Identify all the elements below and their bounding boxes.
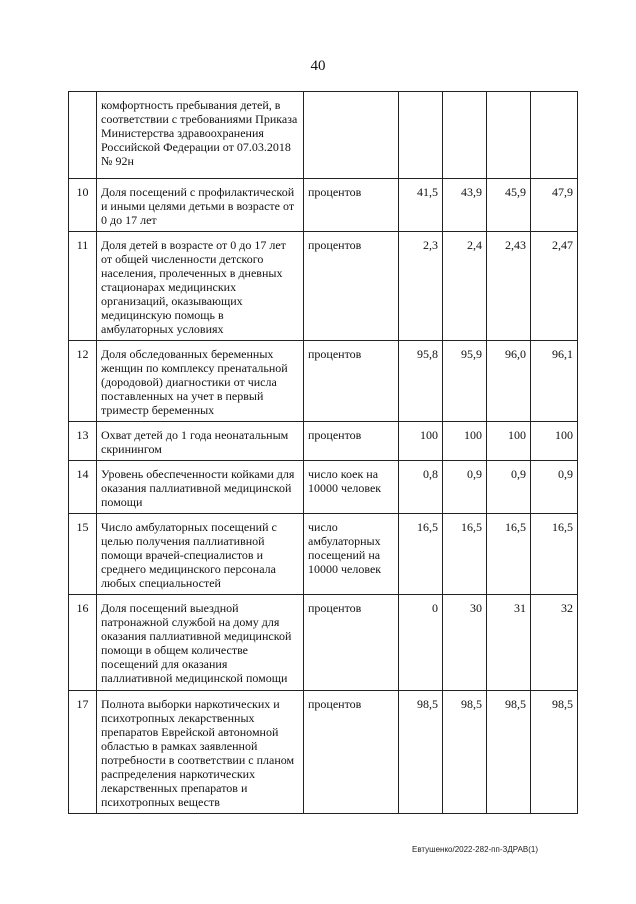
unit-of-measure: число коек на 10000 человек	[304, 461, 399, 514]
table-row	[69, 179, 578, 232]
unit-of-measure: процентов	[304, 422, 399, 461]
unit-of-measure: число амбулаторных посещений на 10000 человек	[304, 514, 399, 595]
row-number: 10	[69, 179, 97, 232]
unit-of-measure: процентов	[304, 595, 399, 691]
value-year-1: 98,5	[399, 691, 443, 814]
indicator-name: Число амбулаторных посещений с целью получения паллиативной помощи врачей-специалистов и среднего медицинского персонала любых специальностей	[97, 514, 304, 595]
unit-of-measure: процентов	[304, 341, 399, 422]
value-year-1: 16,5	[399, 514, 443, 595]
value-year-3: 96,0	[487, 341, 531, 422]
value-year-3: 98,5	[487, 691, 531, 814]
value-year-2: 98,5	[443, 691, 487, 814]
value-year-1	[399, 92, 443, 179]
value-year-1: 100	[399, 422, 443, 461]
value-year-2: 43,9	[443, 179, 487, 232]
indicator-name: Доля посещений выездной патронажной службой на дому для оказания паллиативной медицинской помощи в общем количестве посещений для оказания паллиативной медицинской помощи	[97, 595, 304, 691]
value-year-4: 98,5	[531, 691, 578, 814]
value-year-4: 100	[531, 422, 578, 461]
value-year-1: 2,3	[399, 232, 443, 341]
value-year-4	[531, 92, 578, 179]
row-number: 11	[69, 232, 97, 341]
value-year-1: 0	[399, 595, 443, 691]
table-row	[69, 341, 578, 422]
value-year-1: 0,8	[399, 461, 443, 514]
value-year-2: 16,5	[443, 514, 487, 595]
value-year-4: 96,1	[531, 341, 578, 422]
value-year-4: 16,5	[531, 514, 578, 595]
row-number: 14	[69, 461, 97, 514]
value-year-3: 45,9	[487, 179, 531, 232]
value-year-3	[487, 92, 531, 179]
value-year-2	[443, 92, 487, 179]
table-row	[69, 232, 578, 341]
row-number: 12	[69, 341, 97, 422]
value-year-1: 95,8	[399, 341, 443, 422]
indicator-name: Доля обследованных беременных женщин по комплексу пренатальной (дородовой) диагностики от числа поставленных на учет в первый триместр беременных	[97, 341, 304, 422]
value-year-3: 100	[487, 422, 531, 461]
page-number: 40	[310, 58, 326, 74]
value-year-2: 0,9	[443, 461, 487, 514]
value-year-1: 41,5	[399, 179, 443, 232]
row-number: 15	[69, 514, 97, 595]
value-year-2: 95,9	[443, 341, 487, 422]
indicator-name: Доля детей в возрасте от 0 до 17 лет от общей численности детского населения, пролеченных в дневных стационарах медицинских организаций, оказывающих медицинскую помощь в амбулаторных условиях	[97, 232, 304, 341]
value-year-3: 0,9	[487, 461, 531, 514]
indicator-name: Уровень обеспеченности койками для оказания паллиативной медицинской помощи	[97, 461, 304, 514]
value-year-2: 30	[443, 595, 487, 691]
value-year-3: 31	[487, 595, 531, 691]
row-number	[69, 92, 97, 179]
value-year-4: 32	[531, 595, 578, 691]
table-row	[69, 691, 578, 814]
table-row	[69, 514, 578, 595]
unit-of-measure: процентов	[304, 691, 399, 814]
table-row	[69, 92, 578, 179]
value-year-4: 47,9	[531, 179, 578, 232]
unit-of-measure: процентов	[304, 179, 399, 232]
row-number: 13	[69, 422, 97, 461]
indicator-name: Охват детей до 1 года неонатальным скринингом	[97, 422, 304, 461]
row-number: 16	[69, 595, 97, 691]
unit-of-measure	[304, 92, 399, 179]
unit-of-measure: процентов	[304, 232, 399, 341]
indicators-table	[68, 91, 578, 814]
table-row	[69, 422, 578, 461]
document-code: Евтушенко/2022-282-пп-ЗДРАВ(1)	[412, 845, 539, 854]
table-row	[69, 461, 578, 514]
table-row	[69, 595, 578, 691]
indicator-name: комфортность пребывания детей, в соответствии с требованиями Приказа Министерства здравоохранения Российской Федерации от 07.03.2018 № 92н	[97, 92, 304, 179]
value-year-3: 2,43	[487, 232, 531, 341]
indicator-name: Доля посещений с профилактической и иными целями детьми в возрасте от 0 до 17 лет	[97, 179, 304, 232]
value-year-4: 2,47	[531, 232, 578, 341]
value-year-3: 16,5	[487, 514, 531, 595]
value-year-4: 0,9	[531, 461, 578, 514]
value-year-2: 2,4	[443, 232, 487, 341]
row-number: 17	[69, 691, 97, 814]
value-year-2: 100	[443, 422, 487, 461]
indicator-name: Полнота выборки наркотических и психотропных лекарственных препаратов Еврейской автономной областью в рамках заявленной потребности в соответствии с планом распределения наркотических лекарственных препаратов и психотропных веществ	[97, 691, 304, 814]
